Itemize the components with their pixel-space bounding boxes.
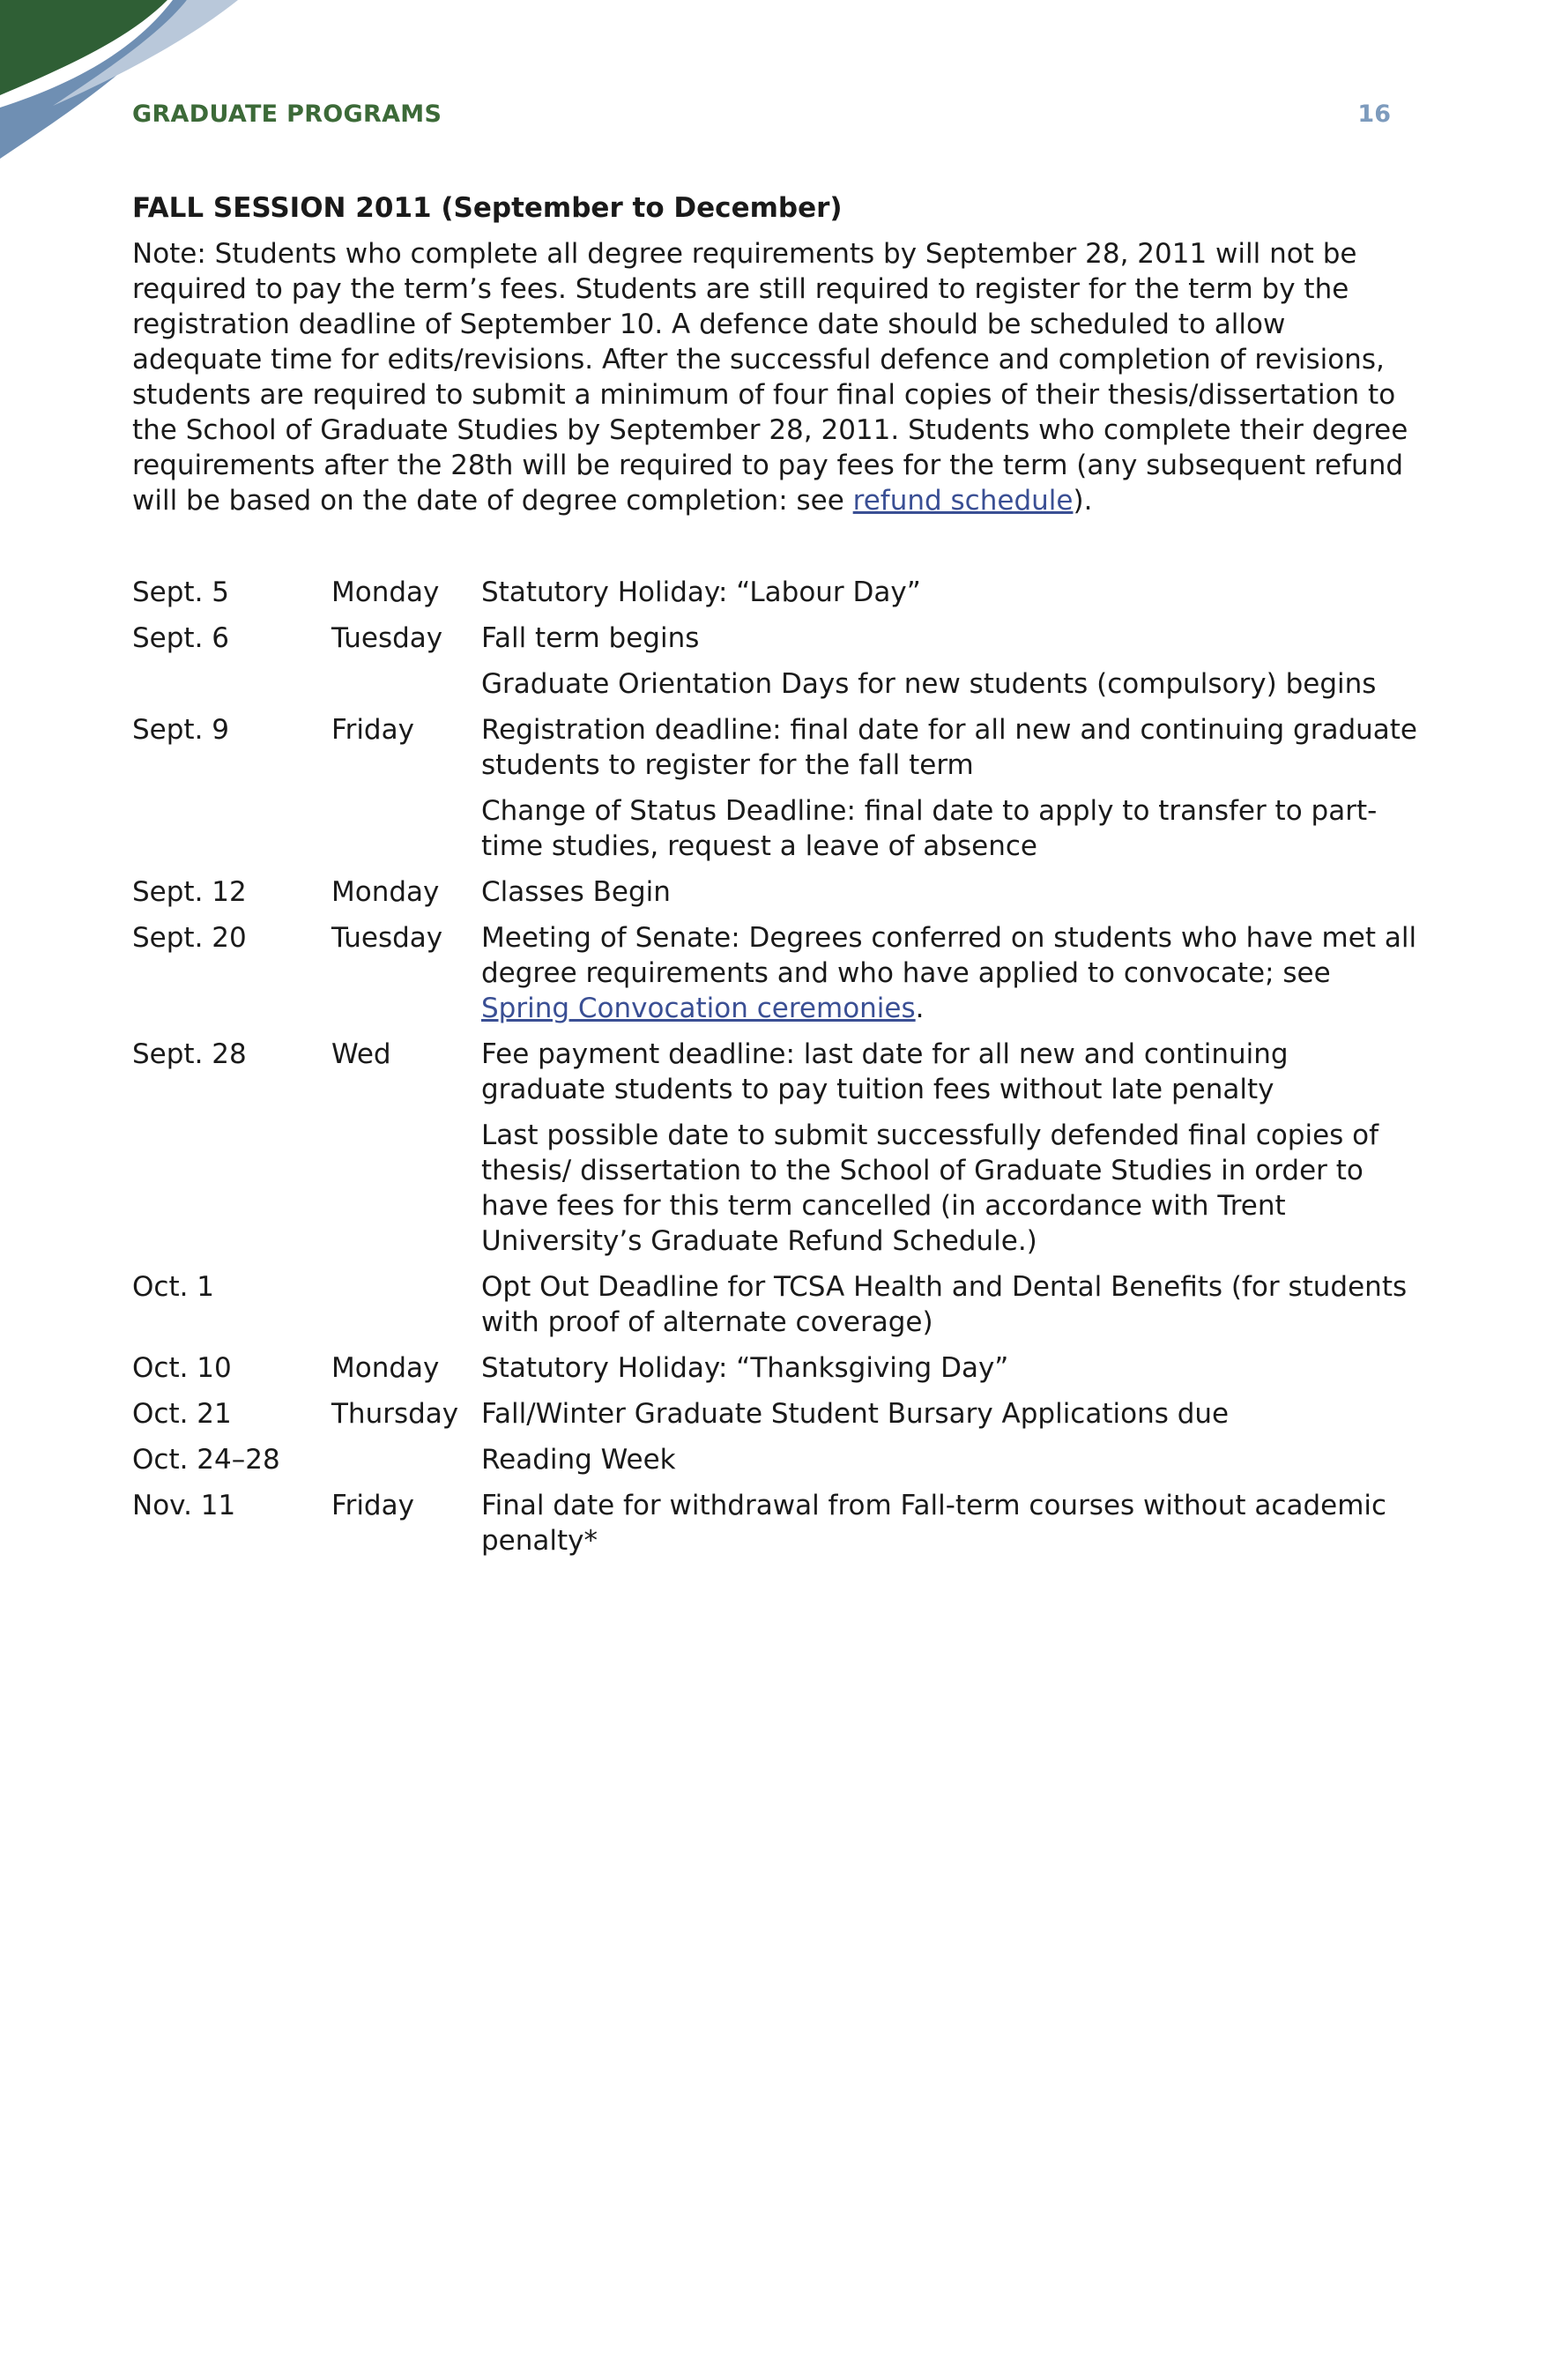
schedule-date: Oct. 10 [132, 1352, 232, 1384]
schedule-desc: Change of Status Deadline: final date to apply to transfer to part-time studies, request a leave of absence [481, 795, 1378, 862]
schedule-row [132, 793, 1419, 864]
page-content [132, 190, 1419, 1569]
schedule-desc: Registration deadline: final date for all new and continuing graduate students to register for the fall term [481, 714, 1417, 781]
schedule-day: Monday [331, 876, 440, 908]
note-text: Note: Students who complete all degree requirements by September 28, 2011 will not be required to pay the term’s fees. Students are still required to register for the term by the registration deadline of September 10. A defence date should be scheduled to allow adequate time for edits/revisions. After the successful defence and completion of revisions, students are required to submit a minimum of four final copies of their thesis/dissertation to the School of Graduate Studies by September 28, 2011. Students who complete their degree requirements after the 28th will be required to pay fees for the term (any subsequent refund will be based on the date of degree completion: see [132, 238, 1408, 517]
schedule-date: Sept. 9 [132, 714, 230, 746]
schedule-day: Thursday [331, 1398, 459, 1430]
schedule-row [132, 1350, 1419, 1386]
schedule-desc: Classes Begin [481, 876, 671, 908]
schedule-date: Sept. 28 [132, 1038, 247, 1070]
schedule-row [132, 1037, 1419, 1107]
note-paragraph [132, 236, 1419, 518]
refund-schedule-link[interactable]: refund schedule [852, 485, 1074, 517]
running-head: GRADUATE PROGRAMS [132, 100, 442, 128]
schedule-row [132, 1269, 1419, 1340]
schedule-row [132, 575, 1419, 610]
schedule-date: Oct. 1 [132, 1271, 215, 1303]
schedule-date: Sept. 12 [132, 876, 247, 908]
note-end: ). [1073, 485, 1093, 517]
schedule-desc: Reading Week [481, 1444, 676, 1476]
schedule-desc: Graduate Orientation Days for new students (compulsory) begins [481, 668, 1377, 700]
schedule-row [132, 1396, 1419, 1432]
schedule-day: Tuesday [331, 622, 443, 654]
schedule-date: Oct. 24–28 [132, 1444, 280, 1476]
schedule-row [132, 1442, 1419, 1477]
schedule-row [132, 1488, 1419, 1558]
section-title: FALL SESSION 2011 (September to December) [132, 192, 843, 224]
schedule-desc: Statutory Holiday: “Thanksgiving Day” [481, 1352, 1009, 1384]
schedule-date: Sept. 6 [132, 622, 230, 654]
schedule-desc-end: . [915, 993, 925, 1024]
schedule-day: Monday [331, 576, 440, 608]
schedule-date: Sept. 5 [132, 576, 230, 608]
schedule-desc: Fall/Winter Graduate Student Bursary Applications due [481, 1398, 1230, 1430]
schedule-desc: Last possible date to submit successfully defended final copies of thesis/ dissertation to the School of Graduate Studies in order to have fees for this term cancelled (in accordance with Trent University’s Graduate Refund Schedule.) [481, 1119, 1379, 1257]
schedule-row [132, 1118, 1419, 1259]
schedule-day: Wed [331, 1038, 391, 1070]
schedule-row [132, 874, 1419, 910]
schedule-day: Tuesday [331, 922, 443, 954]
corner-swoosh-graphic [0, 0, 247, 167]
schedule-desc: Fall term begins [481, 622, 700, 654]
schedule-date: Sept. 20 [132, 922, 247, 954]
schedule-day: Friday [331, 714, 414, 746]
schedule-row [132, 621, 1419, 656]
schedule-desc [481, 920, 1419, 1026]
schedule-list [132, 575, 1419, 1558]
schedule-row [132, 666, 1419, 702]
schedule-desc: Statutory Holiday: “Labour Day” [481, 576, 921, 608]
schedule-desc: Fee payment deadline: last date for all new and continuing graduate students to pay tuition fees without late penalty [481, 1038, 1289, 1105]
schedule-date: Nov. 11 [132, 1490, 236, 1521]
schedule-desc: Opt Out Deadline for TCSA Health and Dental Benefits (for students with proof of alternate coverage) [481, 1271, 1408, 1338]
schedule-desc: Final date for withdrawal from Fall-term courses without academic penalty* [481, 1490, 1387, 1557]
schedule-day: Friday [331, 1490, 414, 1521]
schedule-date: Oct. 21 [132, 1398, 232, 1430]
spring-convocation-link[interactable]: Spring Convocation ceremonies [481, 993, 916, 1024]
page-number: 16 [1357, 100, 1391, 128]
schedule-desc-text: Meeting of Senate: Degrees conferred on students who have met all degree requirements and who have applied to convocate; see [481, 922, 1417, 989]
schedule-row [132, 712, 1419, 783]
schedule-day: Monday [331, 1352, 440, 1384]
schedule-row [132, 920, 1419, 1026]
